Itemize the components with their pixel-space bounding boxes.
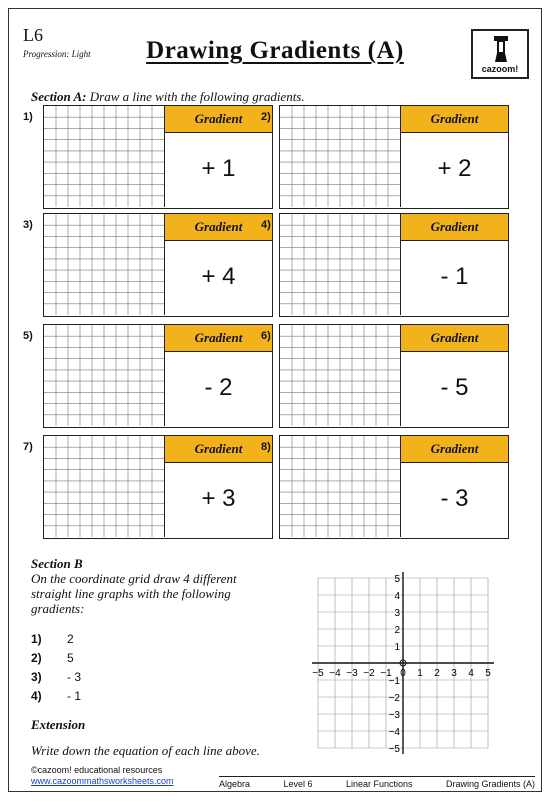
gradient-panel bbox=[401, 214, 508, 315]
gradient-value: + 3 bbox=[201, 485, 236, 512]
y-tick-label: −3 bbox=[388, 710, 400, 721]
question-box bbox=[279, 105, 509, 209]
y-tick-label: −2 bbox=[388, 693, 400, 704]
section-a-instruction bbox=[31, 89, 305, 105]
question-box bbox=[279, 213, 509, 317]
gradient-header: Gradient bbox=[165, 106, 272, 133]
section-b-line: straight line graphs with the following bbox=[31, 586, 231, 601]
section-b-heading: Section B bbox=[31, 556, 83, 571]
y-tick-label: 5 bbox=[394, 574, 400, 585]
drawing-grid[interactable] bbox=[44, 325, 165, 426]
footer-sheet: Drawing Gradients (A) bbox=[445, 779, 535, 789]
gradient-panel bbox=[165, 325, 272, 426]
gradient-value: + 4 bbox=[201, 263, 236, 290]
gradient-value: + 2 bbox=[437, 155, 472, 182]
gradient-header: Gradient bbox=[165, 214, 272, 241]
list-item bbox=[31, 689, 81, 708]
y-tick-label: 2 bbox=[394, 625, 400, 636]
section-b bbox=[31, 556, 281, 616]
item-number: 2) bbox=[31, 651, 42, 665]
question-number: 7) bbox=[23, 441, 33, 453]
gradient-header: Gradient bbox=[165, 436, 272, 463]
item-value: 2 bbox=[67, 632, 74, 646]
drawing-grid[interactable] bbox=[280, 106, 401, 207]
gradient-panel bbox=[401, 106, 508, 207]
gradient-value: - 1 bbox=[440, 263, 469, 290]
x-tick-label: −5 bbox=[312, 668, 324, 679]
extension-heading: Extension bbox=[31, 717, 86, 732]
y-tick-label: 1 bbox=[394, 642, 400, 653]
list-item bbox=[31, 632, 81, 651]
drawing-grid[interactable] bbox=[280, 325, 401, 426]
item-value: 5 bbox=[67, 651, 74, 665]
drawing-grid[interactable] bbox=[44, 436, 165, 537]
footer-subject: Algebra bbox=[219, 779, 251, 789]
x-tick-label: −2 bbox=[363, 668, 375, 679]
footer-level: Level 6 bbox=[283, 779, 313, 789]
gradient-header: Gradient bbox=[401, 106, 508, 133]
x-tick-label: −3 bbox=[346, 668, 358, 679]
x-tick-label: −4 bbox=[329, 668, 341, 679]
question-number: 2) bbox=[261, 111, 271, 123]
item-value: - 1 bbox=[67, 689, 82, 703]
coordinate-grid[interactable] bbox=[305, 571, 501, 755]
x-tick-label: 1 bbox=[417, 668, 423, 679]
question-box bbox=[43, 105, 273, 209]
cazoom-logo bbox=[471, 29, 529, 79]
section-a-text: Draw a line with the following gradients. bbox=[89, 89, 305, 104]
gradient-panel bbox=[165, 106, 272, 207]
worksheet-page bbox=[8, 8, 542, 792]
logo-text: cazoom! bbox=[481, 64, 519, 74]
x-tick-label: 2 bbox=[434, 668, 440, 679]
item-value: - 3 bbox=[67, 670, 82, 684]
x-tick-label: −1 bbox=[380, 668, 392, 679]
drawing-grid[interactable] bbox=[280, 214, 401, 315]
x-tick-label: 5 bbox=[485, 668, 491, 679]
logo-icon bbox=[493, 35, 509, 63]
gradient-list bbox=[31, 632, 81, 708]
question-box bbox=[43, 435, 273, 539]
x-tick-label: 3 bbox=[451, 668, 457, 679]
item-number: 3) bbox=[31, 670, 42, 684]
gradient-panel bbox=[165, 436, 272, 537]
level-label: L6 bbox=[23, 25, 43, 45]
extension-text: Write down the equation of each line above. bbox=[31, 743, 260, 758]
footer-topic: Linear Functions bbox=[345, 779, 413, 789]
question-box bbox=[43, 213, 273, 317]
y-tick-label: 4 bbox=[394, 591, 400, 602]
question-number: 6) bbox=[261, 330, 271, 342]
gradient-value: - 5 bbox=[440, 374, 469, 401]
item-number: 1) bbox=[31, 632, 42, 646]
gradient-panel bbox=[165, 214, 272, 315]
question-number: 4) bbox=[261, 219, 271, 231]
section-b-line: gradients: bbox=[31, 601, 85, 616]
y-tick-label: −1 bbox=[388, 676, 400, 687]
question-number: 8) bbox=[261, 441, 271, 453]
list-item bbox=[31, 651, 81, 670]
x-tick-label: 0 bbox=[400, 668, 406, 679]
y-tick-label: −5 bbox=[388, 744, 400, 755]
x-tick-label: 4 bbox=[468, 668, 474, 679]
gradient-header: Gradient bbox=[401, 436, 508, 463]
question-number: 1) bbox=[23, 111, 33, 123]
y-tick-label: 3 bbox=[394, 608, 400, 619]
gradient-panel bbox=[401, 436, 508, 537]
page-title: Drawing Gradients (A) bbox=[146, 37, 404, 64]
gradient-header: Gradient bbox=[401, 325, 508, 352]
question-box bbox=[43, 324, 273, 428]
question-box bbox=[279, 324, 509, 428]
footer-bar bbox=[219, 776, 535, 789]
section-b-line: On the coordinate grid draw 4 different bbox=[31, 571, 237, 586]
website-link[interactable]: www.cazoommathsworksheets.com bbox=[31, 776, 174, 786]
progression-label: Progression: Light bbox=[23, 49, 91, 59]
section-a-label: Section A: bbox=[31, 89, 87, 104]
gradient-header: Gradient bbox=[165, 325, 272, 352]
question-number: 3) bbox=[23, 219, 33, 231]
copyright-text: ©cazoom! educational resources bbox=[31, 765, 163, 775]
y-tick-label: −4 bbox=[388, 727, 400, 738]
gradient-value: - 2 bbox=[204, 374, 233, 401]
gradient-panel bbox=[401, 325, 508, 426]
gradient-value: - 3 bbox=[440, 485, 469, 512]
drawing-grid[interactable] bbox=[280, 436, 401, 537]
gradient-header: Gradient bbox=[401, 214, 508, 241]
question-number: 5) bbox=[23, 330, 33, 342]
list-item bbox=[31, 670, 81, 689]
drawing-grid[interactable] bbox=[44, 106, 165, 207]
gradient-value: + 1 bbox=[201, 155, 236, 182]
question-box bbox=[279, 435, 509, 539]
item-number: 4) bbox=[31, 689, 42, 703]
drawing-grid[interactable] bbox=[44, 214, 165, 315]
